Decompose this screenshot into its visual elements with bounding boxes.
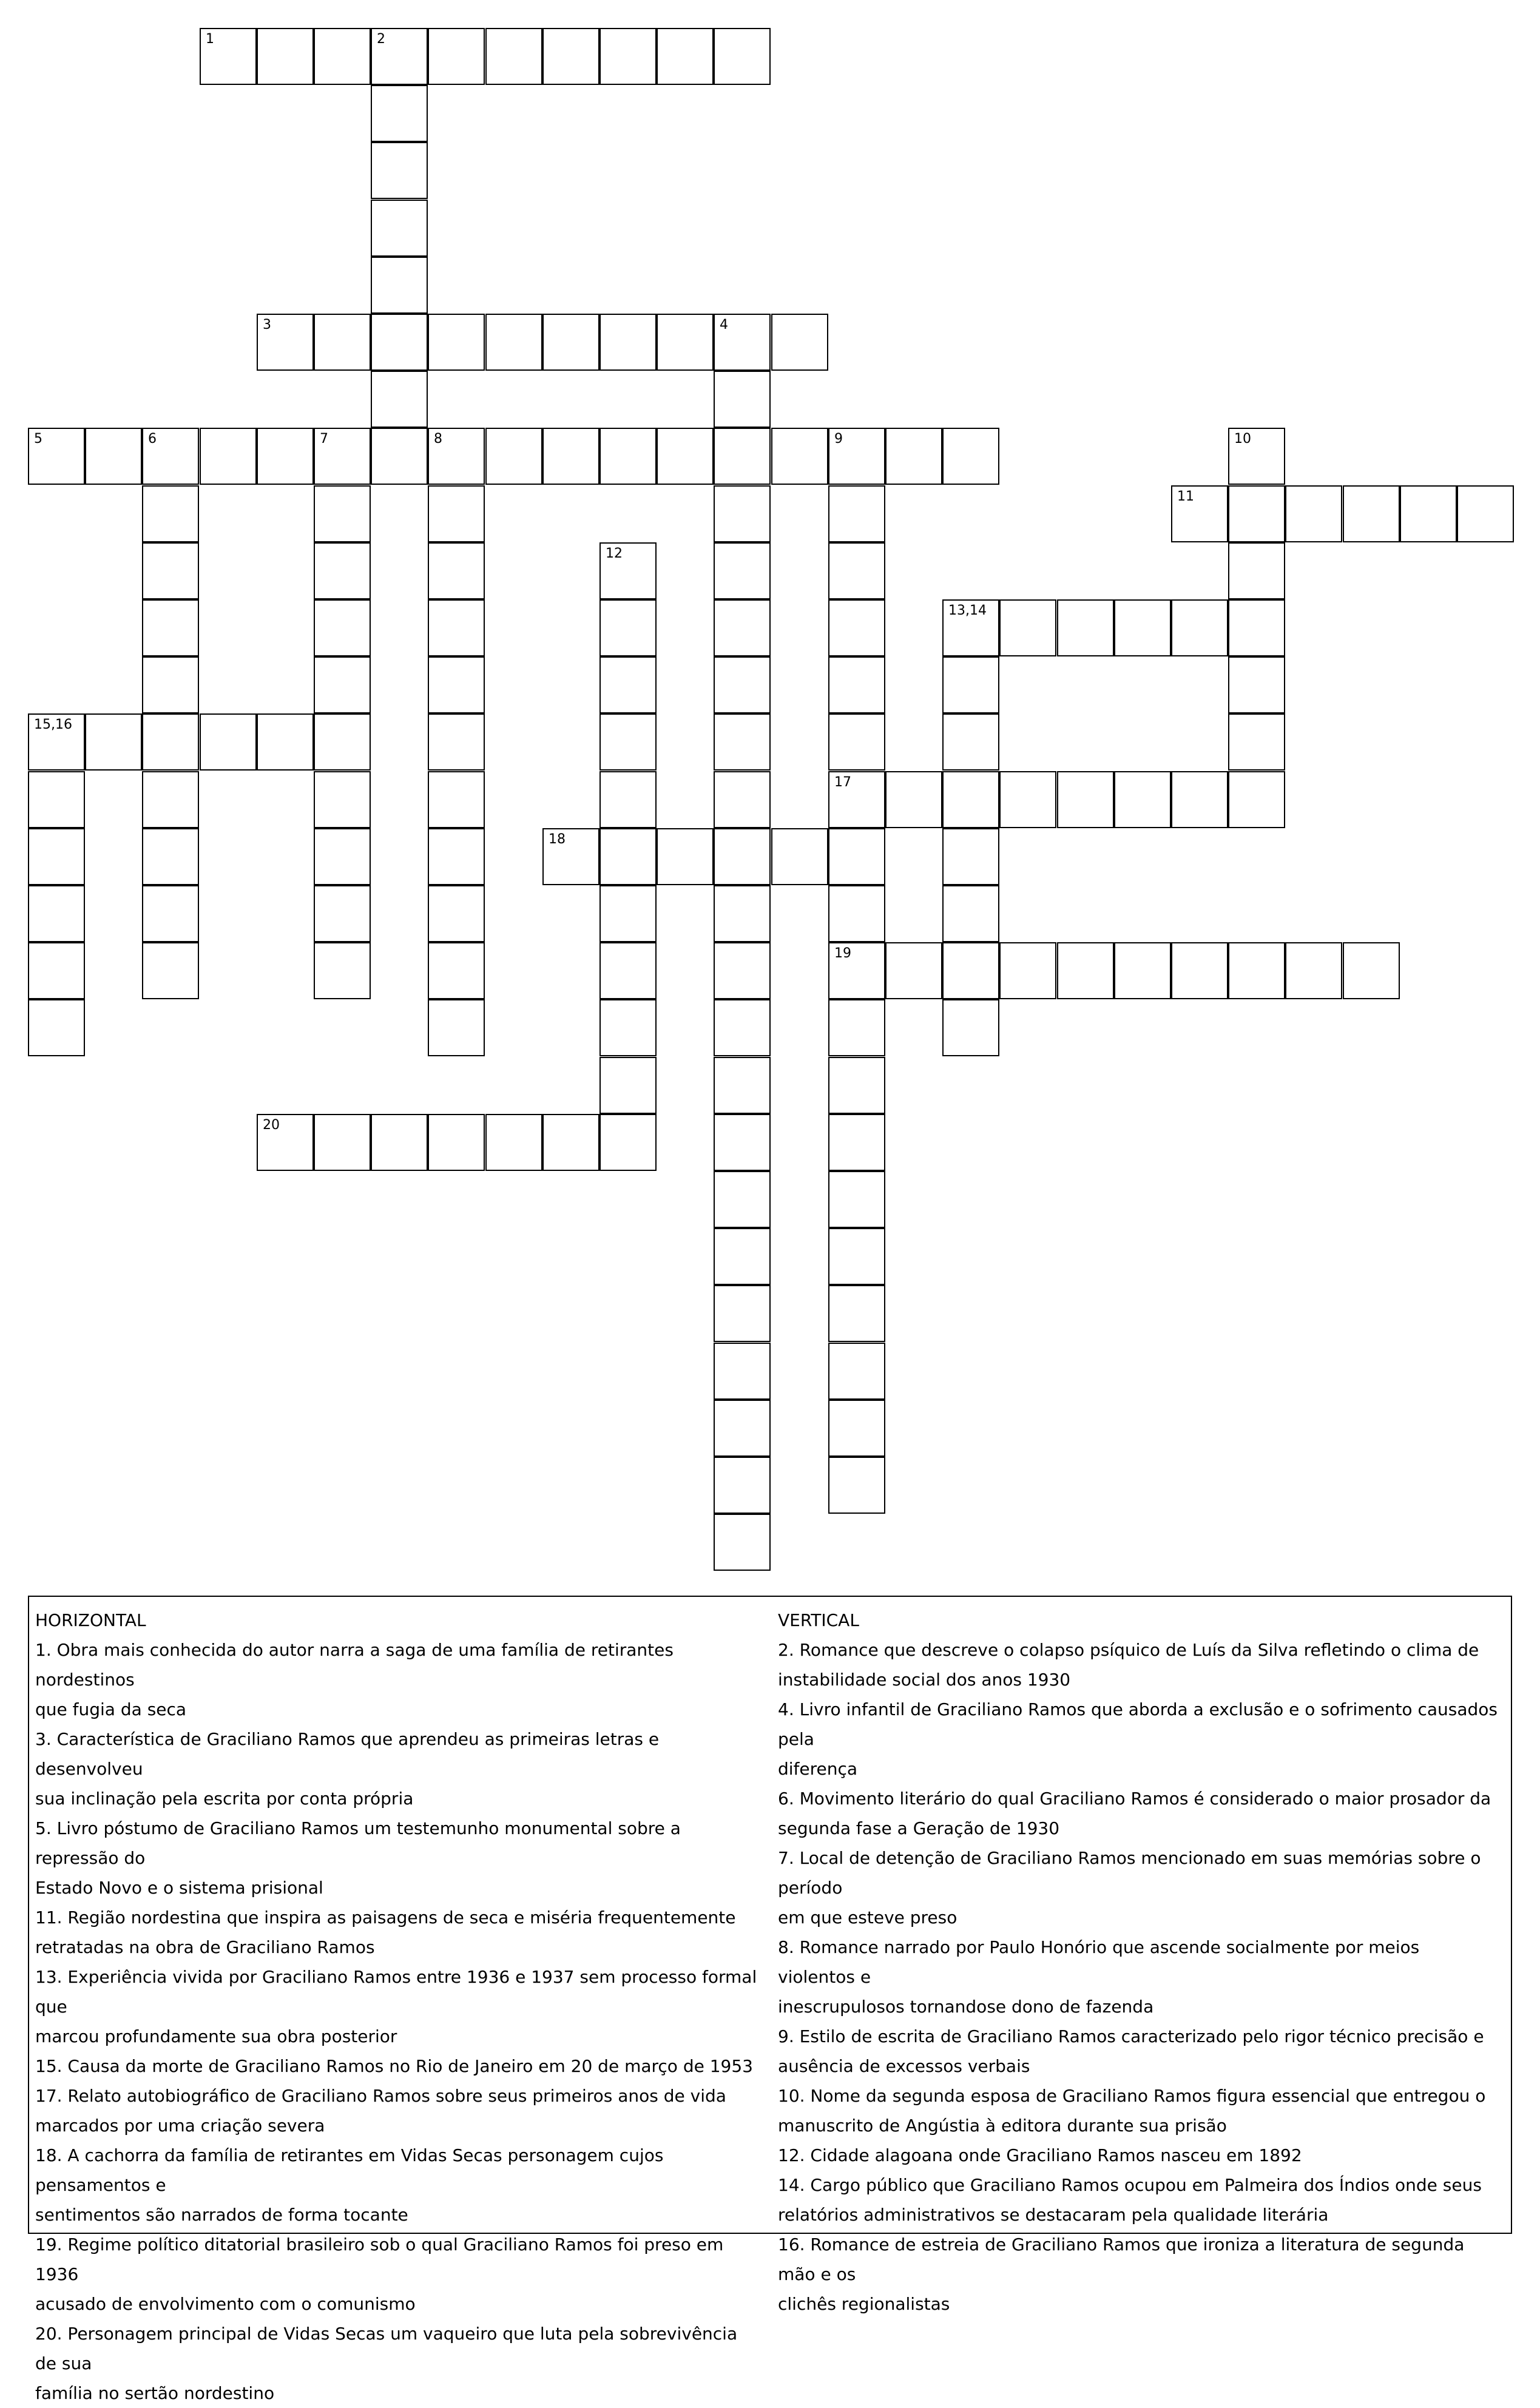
grid-cell[interactable] bbox=[1400, 485, 1457, 542]
grid-cell[interactable] bbox=[714, 999, 771, 1056]
grid-cell[interactable] bbox=[599, 428, 657, 485]
grid-cell[interactable] bbox=[1171, 599, 1228, 656]
grid-cell[interactable] bbox=[599, 999, 657, 1056]
clue-line: sua inclinação pela escrita por conta própria bbox=[35, 1789, 414, 1809]
grid-cell[interactable] bbox=[485, 428, 542, 485]
grid-cell[interactable] bbox=[257, 428, 314, 485]
grid-cell[interactable] bbox=[314, 656, 371, 713]
grid-cell[interactable] bbox=[828, 656, 885, 713]
clue-line: 9. Estilo de escrita de Graciliano Ramos caracterizado pelo rigor técnico precisão e bbox=[778, 2026, 1484, 2046]
grid-cell[interactable] bbox=[142, 771, 199, 828]
clue-line: 20. Personagem principal de Vidas Secas um vaqueiro que luta pela sobrevivência de sua bbox=[35, 2324, 738, 2373]
clue-number: 12 bbox=[606, 546, 623, 561]
grid-cell[interactable] bbox=[28, 885, 85, 942]
grid-cell[interactable] bbox=[657, 428, 714, 485]
grid-cell[interactable] bbox=[714, 1057, 771, 1114]
grid-cell[interactable] bbox=[142, 828, 199, 885]
grid-cell[interactable] bbox=[942, 428, 999, 485]
grid-cell[interactable] bbox=[714, 428, 771, 485]
grid-cell[interactable] bbox=[257, 28, 314, 85]
grid-cell[interactable] bbox=[1343, 942, 1400, 999]
grid-cell[interactable] bbox=[599, 1057, 657, 1114]
grid-cell[interactable] bbox=[142, 485, 199, 542]
grid-cell[interactable] bbox=[428, 599, 485, 656]
grid-cell[interactable] bbox=[1285, 485, 1342, 542]
grid-cell[interactable] bbox=[542, 428, 599, 485]
grid-cell[interactable] bbox=[771, 828, 828, 885]
grid-cell[interactable] bbox=[371, 1114, 428, 1171]
grid-cell[interactable] bbox=[371, 371, 428, 428]
grid-cell[interactable] bbox=[714, 28, 771, 85]
grid-cell[interactable] bbox=[714, 314, 771, 371]
clue-line: manuscrito de Angústia à editora durante sua prisão bbox=[778, 2116, 1227, 2136]
grid-cell[interactable] bbox=[200, 428, 257, 485]
grid-cell[interactable] bbox=[599, 771, 657, 828]
grid-cell[interactable] bbox=[1057, 771, 1114, 828]
clue-line: 2. Romance que descreve o colapso psíquico de Luís da Silva refletindo o clima de bbox=[778, 1640, 1479, 1660]
horizontal-clues bbox=[35, 1605, 763, 2408]
grid-cell[interactable] bbox=[828, 828, 885, 885]
grid-cell[interactable] bbox=[714, 942, 771, 999]
grid-cell[interactable] bbox=[542, 828, 599, 885]
grid-cell[interactable] bbox=[428, 771, 485, 828]
clue-line: 8. Romance narrado por Paulo Honório que ascende socialmente por meios violentos e bbox=[778, 1937, 1420, 1987]
grid-cell[interactable] bbox=[85, 428, 142, 485]
grid-cell[interactable] bbox=[714, 656, 771, 713]
grid-cell[interactable] bbox=[828, 542, 885, 599]
clue-line: retratadas na obra de Graciliano Ramos bbox=[35, 1937, 375, 1957]
grid-cell[interactable] bbox=[142, 713, 199, 771]
grid-cell[interactable] bbox=[828, 1114, 885, 1171]
grid-cell[interactable] bbox=[314, 771, 371, 828]
clue-line: ausência de excessos verbais bbox=[778, 2056, 1030, 2076]
grid-cell[interactable] bbox=[599, 656, 657, 713]
grid-cell[interactable] bbox=[657, 28, 714, 85]
grid-cell[interactable] bbox=[485, 28, 542, 85]
grid-cell[interactable] bbox=[1171, 771, 1228, 828]
grid-cell[interactable] bbox=[200, 28, 257, 85]
grid-cell[interactable] bbox=[428, 713, 485, 771]
grid-cell[interactable] bbox=[942, 771, 999, 828]
clue-line: sentimentos são narrados de forma tocante bbox=[35, 2205, 408, 2225]
grid-cell[interactable] bbox=[828, 1228, 885, 1285]
grid-cell[interactable] bbox=[428, 28, 485, 85]
clue-line: em que esteve preso bbox=[778, 1907, 957, 1927]
grid-cell[interactable] bbox=[428, 999, 485, 1056]
clue-line: 18. A cachorra da família de retirantes em Vidas Secas personagem cujos pensamentos e bbox=[35, 2145, 664, 2195]
grid-cell[interactable] bbox=[142, 428, 199, 485]
grid-cell[interactable] bbox=[828, 1057, 885, 1114]
clue-line: instabilidade social dos anos 1930 bbox=[778, 1670, 1071, 1690]
grid-cell[interactable] bbox=[314, 314, 371, 371]
grid-cell[interactable] bbox=[828, 942, 885, 999]
clue-line: 15. Causa da morte de Graciliano Ramos no Rio de Janeiro em 20 de março de 1953 bbox=[35, 2056, 753, 2076]
clue-line: 1. Obra mais conhecida do autor narra a saga de uma família de retirantes nordestinos bbox=[35, 1640, 674, 1690]
grid-cell[interactable] bbox=[142, 656, 199, 713]
grid-cell[interactable] bbox=[1057, 599, 1114, 656]
grid-cell[interactable] bbox=[828, 428, 885, 485]
clue-number: 6 bbox=[148, 431, 157, 447]
grid-cell[interactable] bbox=[599, 1114, 657, 1171]
grid-cell[interactable] bbox=[314, 428, 371, 485]
clue-line: inescrupulosos tornandose dono de fazenda bbox=[778, 1997, 1154, 2017]
grid-cell[interactable] bbox=[1057, 942, 1114, 999]
grid-cell[interactable] bbox=[142, 885, 199, 942]
grid-cell[interactable] bbox=[142, 542, 199, 599]
clue-number: 4 bbox=[720, 317, 728, 332]
grid-cell[interactable] bbox=[828, 999, 885, 1056]
grid-cell[interactable] bbox=[714, 1514, 771, 1571]
grid-cell[interactable] bbox=[371, 85, 428, 142]
clue-number: 7 bbox=[320, 431, 328, 447]
grid-cell[interactable] bbox=[942, 599, 999, 656]
grid-cell[interactable] bbox=[142, 599, 199, 656]
clue-line: segunda fase a Geração de 1930 bbox=[778, 1818, 1060, 1838]
grid-cell[interactable] bbox=[1228, 771, 1285, 828]
vertical-clues bbox=[778, 1605, 1500, 2319]
grid-cell[interactable] bbox=[885, 771, 942, 828]
clue-line: família no sertão nordestino bbox=[35, 2383, 275, 2403]
grid-cell[interactable] bbox=[885, 942, 942, 999]
grid-cell[interactable] bbox=[371, 200, 428, 257]
grid-cell[interactable] bbox=[714, 599, 771, 656]
grid-cell[interactable] bbox=[371, 257, 428, 314]
clue-line: clichês regionalistas bbox=[778, 2294, 950, 2314]
grid-cell[interactable] bbox=[942, 942, 999, 999]
clue-line: 17. Relato autobiográfico de Graciliano Ramos sobre seus primeiros anos de vida bbox=[35, 2086, 726, 2106]
grid-cell[interactable] bbox=[599, 314, 657, 371]
grid-cell[interactable] bbox=[714, 542, 771, 599]
grid-cell[interactable] bbox=[85, 713, 142, 771]
grid-cell[interactable] bbox=[714, 885, 771, 942]
horizontal-heading: HORIZONTAL bbox=[35, 1610, 146, 1630]
clue-line: 4. Livro infantil de Graciliano Ramos que aborda a exclusão e o sofrimento causados pela bbox=[778, 1699, 1498, 1749]
grid-cell[interactable] bbox=[828, 1285, 885, 1342]
clue-line: que fugia da seca bbox=[35, 1699, 187, 1719]
grid-cell[interactable] bbox=[657, 828, 714, 885]
grid-cell[interactable] bbox=[599, 942, 657, 999]
grid-cell[interactable] bbox=[714, 1400, 771, 1457]
clue-number: 13,14 bbox=[948, 603, 987, 618]
grid-cell[interactable] bbox=[714, 1457, 771, 1514]
grid-cell[interactable] bbox=[314, 942, 371, 999]
grid-cell[interactable] bbox=[371, 142, 428, 199]
grid-cell[interactable] bbox=[1228, 485, 1285, 542]
grid-cell[interactable] bbox=[942, 885, 999, 942]
grid-cell[interactable] bbox=[314, 713, 371, 771]
grid-cell[interactable] bbox=[28, 999, 85, 1056]
grid-cell[interactable] bbox=[1228, 656, 1285, 713]
grid-cell[interactable] bbox=[542, 314, 599, 371]
grid-cell[interactable] bbox=[828, 599, 885, 656]
clue-number: 18 bbox=[549, 832, 566, 847]
grid-cell[interactable] bbox=[657, 314, 714, 371]
grid-cell[interactable] bbox=[314, 885, 371, 942]
clue-line: marcou profundamente sua obra posterior bbox=[35, 2026, 397, 2046]
grid-cell[interactable] bbox=[999, 942, 1056, 999]
grid-cell[interactable] bbox=[28, 713, 85, 771]
clue-number: 15,16 bbox=[34, 717, 72, 732]
grid-cell[interactable] bbox=[314, 1114, 371, 1171]
grid-cell[interactable] bbox=[314, 485, 371, 542]
grid-cell[interactable] bbox=[28, 771, 85, 828]
grid-cell[interactable] bbox=[428, 942, 485, 999]
grid-cell[interactable] bbox=[1228, 428, 1285, 485]
clue-number: 9 bbox=[834, 431, 843, 447]
grid-cell[interactable] bbox=[714, 1114, 771, 1171]
clue-line: acusado de envolvimento com o comunismo bbox=[35, 2294, 416, 2314]
clue-number: 2 bbox=[377, 32, 385, 47]
grid-cell[interactable] bbox=[942, 656, 999, 713]
grid-cell[interactable] bbox=[428, 885, 485, 942]
grid-cell[interactable] bbox=[1285, 942, 1342, 999]
grid-cell[interactable] bbox=[428, 542, 485, 599]
grid-cell[interactable] bbox=[28, 942, 85, 999]
grid-cell[interactable] bbox=[828, 1343, 885, 1400]
clue-line: 11. Região nordestina que inspira as paisagens de seca e miséria frequentemente bbox=[35, 1907, 736, 1927]
clue-line: 19. Regime político ditatorial brasileiro sob o qual Graciliano Ramos foi preso em 1936 bbox=[35, 2234, 724, 2284]
grid-cell[interactable] bbox=[828, 485, 885, 542]
grid-cell[interactable] bbox=[599, 828, 657, 885]
clue-line: 13. Experiência vivida por Graciliano Ramos entre 1936 e 1937 sem processo formal que bbox=[35, 1967, 757, 2017]
grid-cell[interactable] bbox=[257, 314, 314, 371]
grid-cell[interactable] bbox=[828, 1400, 885, 1457]
grid-cell[interactable] bbox=[1171, 485, 1228, 542]
clue-number: 8 bbox=[434, 431, 442, 447]
clue-line: 16. Romance de estreia de Graciliano Ramos que ironiza a literatura de segunda mão e os bbox=[778, 2234, 1465, 2284]
grid-cell[interactable] bbox=[428, 828, 485, 885]
clue-number: 11 bbox=[1177, 489, 1194, 504]
grid-cell[interactable] bbox=[257, 713, 314, 771]
clue-number: 3 bbox=[263, 317, 271, 332]
grid-cell[interactable] bbox=[942, 999, 999, 1056]
grid-cell[interactable] bbox=[999, 599, 1056, 656]
grid-cell[interactable] bbox=[371, 314, 428, 371]
grid-cell[interactable] bbox=[1228, 713, 1285, 771]
grid-cell[interactable] bbox=[28, 828, 85, 885]
clue-number: 20 bbox=[263, 1118, 280, 1133]
grid-cell[interactable] bbox=[428, 314, 485, 371]
grid-cell[interactable] bbox=[828, 1171, 885, 1228]
grid-cell[interactable] bbox=[771, 314, 828, 371]
grid-cell[interactable] bbox=[314, 828, 371, 885]
grid-cell[interactable] bbox=[1343, 485, 1400, 542]
vertical-heading: VERTICAL bbox=[778, 1610, 859, 1630]
grid-cell[interactable] bbox=[1228, 942, 1285, 999]
grid-cell[interactable] bbox=[599, 885, 657, 942]
grid-cell[interactable] bbox=[371, 28, 428, 85]
grid-cell[interactable] bbox=[1171, 942, 1228, 999]
grid-cell[interactable] bbox=[1228, 542, 1285, 599]
grid-cell[interactable] bbox=[714, 771, 771, 828]
grid-cell[interactable] bbox=[28, 428, 85, 485]
clue-line: 6. Movimento literário do qual Graciliano Ramos é considerado o maior prosador da bbox=[778, 1789, 1491, 1809]
clue-line: diferença bbox=[778, 1759, 858, 1779]
grid-cell[interactable] bbox=[428, 485, 485, 542]
clue-number: 5 bbox=[34, 431, 42, 447]
grid-cell[interactable] bbox=[942, 713, 999, 771]
grid-cell[interactable] bbox=[714, 1228, 771, 1285]
grid-cell[interactable] bbox=[599, 542, 657, 599]
grid-cell[interactable] bbox=[200, 713, 257, 771]
grid-cell[interactable] bbox=[542, 28, 599, 85]
grid-cell[interactable] bbox=[599, 713, 657, 771]
clue-line: 14. Cargo público que Graciliano Ramos ocupou em Palmeira dos Índios onde seus bbox=[778, 2175, 1482, 2195]
grid-cell[interactable] bbox=[714, 828, 771, 885]
grid-cell[interactable] bbox=[714, 1343, 771, 1400]
clue-line: Estado Novo e o sistema prisional bbox=[35, 1878, 323, 1898]
grid-cell[interactable] bbox=[771, 428, 828, 485]
grid-cell[interactable] bbox=[1114, 599, 1171, 656]
grid-cell[interactable] bbox=[714, 371, 771, 428]
grid-cell[interactable] bbox=[314, 28, 371, 85]
grid-cell[interactable] bbox=[142, 942, 199, 999]
clue-line: 12. Cidade alagoana onde Graciliano Ramos nasceu em 1892 bbox=[778, 2145, 1302, 2165]
clue-line: 10. Nome da segunda esposa de Graciliano Ramos figura essencial que entregou o bbox=[778, 2086, 1486, 2106]
grid-cell[interactable] bbox=[485, 1114, 542, 1171]
grid-cell[interactable] bbox=[599, 28, 657, 85]
grid-cell[interactable] bbox=[428, 1114, 485, 1171]
grid-cell[interactable] bbox=[542, 1114, 599, 1171]
grid-cell[interactable] bbox=[828, 1457, 885, 1514]
clue-line: 7. Local de detenção de Graciliano Ramos mencionado em suas memórias sobre o período bbox=[778, 1848, 1481, 1898]
grid-cell[interactable] bbox=[1114, 771, 1171, 828]
clue-line: relatórios administrativos se destacaram pela qualidade literária bbox=[778, 2205, 1329, 2225]
grid-cell[interactable] bbox=[714, 1285, 771, 1342]
clues-box bbox=[28, 1596, 1512, 2403]
grid-cell[interactable] bbox=[885, 428, 942, 485]
grid-cell[interactable] bbox=[485, 314, 542, 371]
clue-line: 5. Livro póstumo de Graciliano Ramos um testemunho monumental sobre a repressão do bbox=[35, 1818, 681, 1868]
grid-cell[interactable] bbox=[257, 1114, 314, 1171]
grid-cell[interactable] bbox=[828, 713, 885, 771]
grid-cell[interactable] bbox=[714, 713, 771, 771]
clue-line: 3. Característica de Graciliano Ramos que aprendeu as primeiras letras e desenvolveu bbox=[35, 1729, 660, 1779]
grid-cell[interactable] bbox=[828, 771, 885, 828]
grid-cell[interactable] bbox=[428, 656, 485, 713]
grid-cell[interactable] bbox=[599, 599, 657, 656]
grid-cell[interactable] bbox=[714, 485, 771, 542]
clue-line: marcados por uma criação severa bbox=[35, 2116, 325, 2136]
grid-cell[interactable] bbox=[1228, 599, 1285, 656]
grid-cell[interactable] bbox=[1114, 942, 1171, 999]
grid-cell[interactable] bbox=[942, 828, 999, 885]
grid-cell[interactable] bbox=[371, 428, 428, 485]
grid-cell[interactable] bbox=[314, 599, 371, 656]
grid-cell[interactable] bbox=[714, 1171, 771, 1228]
grid-cell[interactable] bbox=[314, 542, 371, 599]
clue-number: 19 bbox=[834, 946, 851, 961]
clue-number: 1 bbox=[206, 32, 214, 47]
clue-number: 17 bbox=[834, 775, 851, 790]
grid-cell[interactable] bbox=[999, 771, 1056, 828]
grid-cell[interactable] bbox=[428, 428, 485, 485]
clue-number: 10 bbox=[1234, 431, 1251, 447]
grid-cell[interactable] bbox=[828, 885, 885, 942]
grid-cell[interactable] bbox=[1457, 485, 1514, 542]
